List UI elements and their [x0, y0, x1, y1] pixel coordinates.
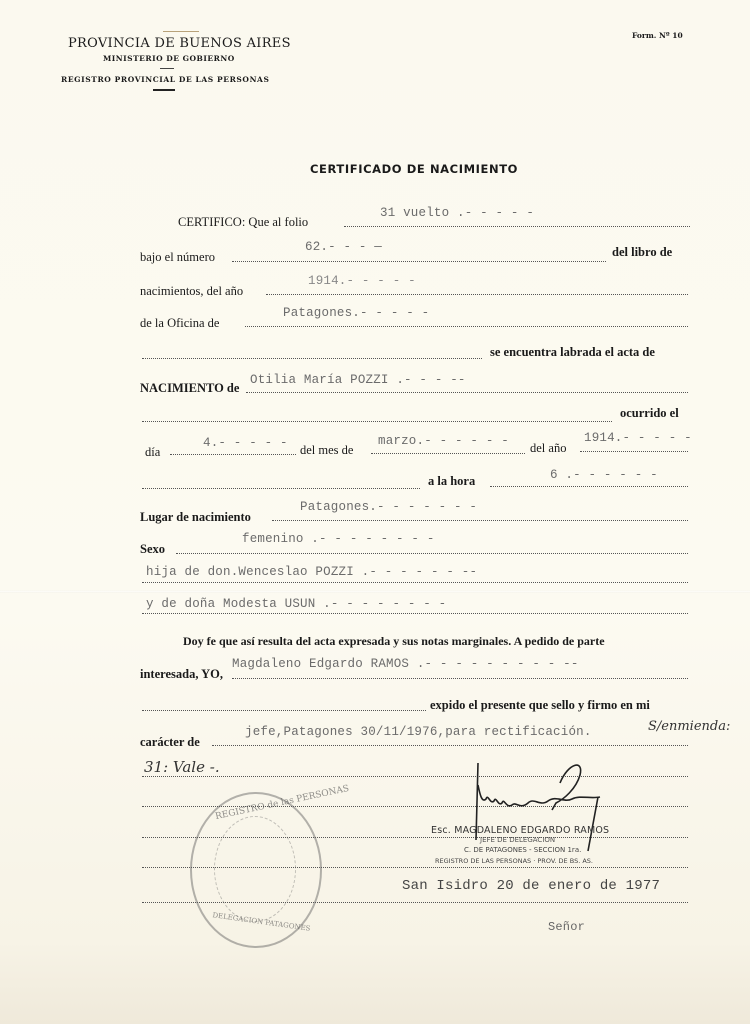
paper-fold: [0, 590, 750, 593]
ministry-heading: MINISTERIO DE GOBIERNO: [103, 54, 235, 63]
mes-value: marzo.- - - - - -: [378, 434, 509, 448]
blank-field-line: [142, 421, 612, 422]
folio-field-line: [344, 226, 690, 227]
blank-field-line: [142, 488, 420, 489]
madre-value: y de doña Modesta USUN .- - - - - - - -: [146, 597, 447, 611]
blank-field-line: [142, 358, 482, 359]
ocurrido-label: ocurrido el: [620, 406, 679, 420]
mes-label: del mes de: [300, 443, 354, 457]
stamp-outer-text: REGISTRO de las PERSONAS: [214, 783, 350, 823]
doy-fe-text: Doy fe que así resulta del acta expresada y sus notas marginales. A pedido de parte: [183, 634, 605, 648]
anio-libro-label: nacimientos, del año: [140, 284, 244, 298]
libro-label: del libro de: [612, 245, 673, 259]
stamp-inner-text: DELEGACION PATAGONES: [211, 911, 311, 933]
lugar-field-line: [272, 520, 688, 521]
folio-label: CERTIFICO: Que al folio: [178, 215, 309, 229]
hora-value: 6 .- - - - - -: [550, 468, 658, 482]
numero-label: bajo el número: [140, 250, 215, 264]
madre-field-line: [142, 613, 688, 614]
nacimiento-label: NACIMIENTO de: [140, 381, 240, 395]
nacimiento-value: Otilia María POZZI .- - - --: [250, 373, 466, 387]
dia-value: 4.- - - - -: [203, 436, 288, 450]
handwritten-enmienda: S/enmienda:: [648, 719, 731, 734]
expido-label: expido el presente que sello y firmo en mi: [430, 698, 650, 712]
numero-field-line: [232, 261, 606, 262]
sexo-value: femenino .- - - - - - - -: [242, 532, 435, 546]
oficina-field-line: [245, 326, 688, 327]
numero-value: 62.- - - —: [305, 240, 383, 254]
anio-label: del año: [530, 441, 567, 455]
signatory-title: JEFE DE DELEGACION: [480, 836, 556, 844]
hora-label: a la hora: [428, 474, 476, 488]
anio-value: 1914.- - - - -: [584, 431, 692, 445]
document-title: CERTIFICADO DE NACIMIENTO: [310, 162, 519, 176]
caracter-label: carácter de: [140, 735, 200, 749]
sexo-field-line: [176, 553, 688, 554]
place-date: San Isidro 20 de enero de 1977: [402, 878, 661, 894]
anio-field-line: [580, 451, 688, 452]
padre-value: hija de don.Wenceslao POZZI .- - - - - - --: [146, 565, 478, 579]
labrada-label: se encuentra labrada el acta de: [490, 345, 655, 359]
handwritten-vale: 31: Vale -.: [144, 758, 220, 776]
sexo-label: Sexo: [140, 542, 165, 556]
signatory-name: Esc. MAGDALENO EDGARDO RAMOS: [431, 825, 610, 836]
oficina-value: Patagones.- - - - -: [283, 306, 430, 320]
dia-field-line: [170, 454, 296, 455]
province-heading: PROVINCIA DE BUENOS AIRES: [68, 36, 291, 51]
caracter-value: jefe,Patagones 30/11/1976,para rectificación.: [245, 725, 592, 739]
blank-field-line: [142, 710, 426, 711]
lugar-label: Lugar de nacimiento: [140, 510, 251, 524]
dia-label: día: [145, 445, 161, 459]
signatory-office: C. DE PATAGONES - SECCION 1ra.: [464, 846, 582, 854]
signatory-registry: REGISTRO DE LAS PERSONAS · PROV. DE BS. AS.: [435, 857, 593, 865]
header-divider: [160, 68, 174, 69]
header-divider: [153, 89, 175, 91]
interesada-field-line: [232, 678, 688, 679]
anio-libro-value: 1914.- - - - -: [308, 274, 416, 288]
anio-libro-field-line: [266, 294, 688, 295]
interesada-value: Magdaleno Edgardo RAMOS .- - - - - - - - - --: [232, 657, 579, 671]
folio-value: 31 vuelto .- - - - -: [380, 206, 535, 220]
interesada-label: interesada, YO,: [140, 667, 223, 681]
form-number: Form. Nº 10: [632, 31, 683, 40]
hora-field-line: [490, 486, 688, 487]
recipient-label: Señor: [548, 920, 586, 934]
nacimiento-field-line: [246, 392, 688, 393]
oficina-label: de la Oficina de: [140, 316, 220, 330]
caracter-field-line: [212, 745, 688, 746]
lugar-value: Patagones.- - - - - - -: [300, 500, 478, 514]
stamp-inner-ring: [214, 816, 296, 922]
header-ornament: [163, 31, 199, 32]
padre-field-line: [142, 582, 688, 583]
registry-heading: REGISTRO PROVINCIAL DE LAS PERSONAS: [61, 75, 270, 84]
mes-field-line: [371, 453, 525, 454]
